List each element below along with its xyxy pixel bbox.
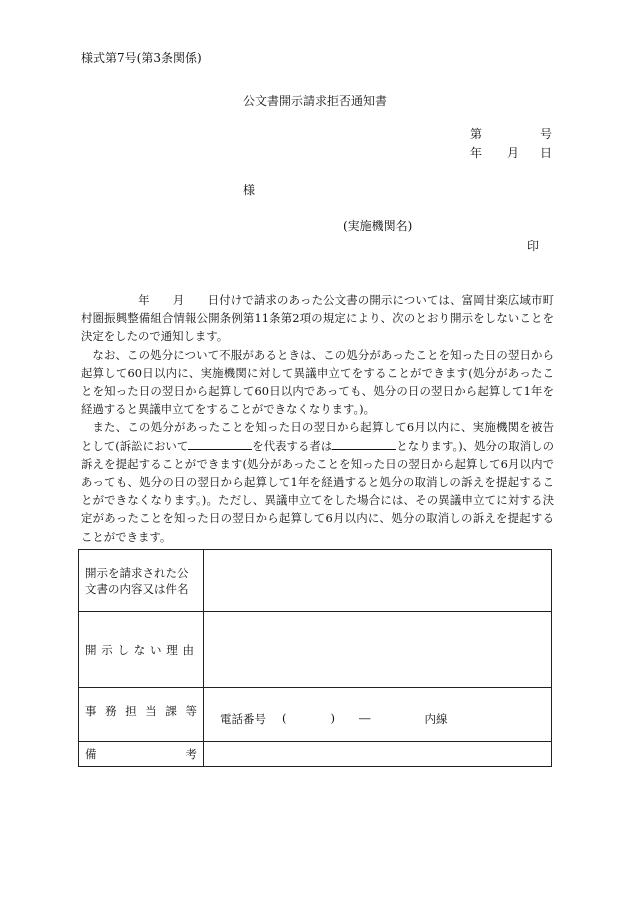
remarks-label	[79, 742, 204, 767]
notice-body	[81, 291, 554, 546]
phone-dash: ―	[359, 710, 371, 725]
label-char: 示	[101, 642, 113, 657]
paragraph-decision	[81, 291, 554, 346]
label-char: 開	[85, 642, 97, 657]
label-char: 務	[105, 703, 117, 718]
representative-name-blank	[332, 438, 396, 450]
label-char: 当	[145, 703, 157, 718]
paragraph-lawsuit	[81, 418, 554, 545]
number-prefix: 第	[470, 127, 483, 141]
refusal-reason-label	[79, 612, 204, 688]
form-number: 様式第7号(第3条関係)	[81, 51, 202, 65]
label-char: 備	[85, 747, 97, 761]
phone-label: 電話番号	[220, 711, 266, 726]
request-content-value	[204, 550, 552, 612]
document-title: 公文書開示請求拒否通知書	[242, 94, 387, 108]
paragraph-objection: なお、この処分について不服があるときは、この処分があったことを知った日の翌日から起算して60日以内に、実施機関に対して異議申立てをすることができます(処分があったことを知った日の翌日から起算して60日以内であっても、処分の日の翌日から起算して1年を経過すると異議申立てをすることができなくなります。)。	[81, 347, 554, 417]
extension-label: 内線	[424, 711, 448, 726]
label-char: 等	[185, 703, 197, 718]
table-row	[79, 742, 552, 767]
para3-text-b: を代表する者は	[252, 438, 333, 453]
para3-text-c: となります。)、処分の取消しの訴えを提起することができます(処分があったことを知った日の翌日から起算して6月以内であっても、処分の日の翌日から起算して1年を経過すると処分の取消しの訴えを提起することができなくなります。)。ただし、異議申立てをした場合には、その異議申立てに対する決定があったことを知った日の翌日から起算して6月以内に、処分の取消しの訴えを提起することができます。	[81, 438, 554, 544]
year-label: 年	[470, 146, 483, 160]
representative-blank	[188, 438, 252, 450]
remarks-value	[204, 742, 552, 767]
table-row	[79, 612, 552, 688]
phone-paren-close: )	[330, 710, 335, 725]
request-content-label	[79, 550, 204, 612]
label-char: 課	[165, 703, 177, 718]
label-char: 担	[125, 703, 137, 718]
label-char: 考	[185, 747, 197, 761]
details-table	[78, 549, 552, 767]
table-row	[79, 550, 552, 612]
para3-text-a: また、この処分があったことを知った日の翌日から起算して6月以内に、実施機関を被告として(訴訟において	[81, 420, 554, 453]
label-char: 理	[166, 642, 178, 657]
contact-section-label	[79, 688, 204, 742]
addressee-suffix: 様	[243, 183, 256, 197]
label-line: 文書の内容又は件名	[85, 581, 189, 596]
seal-mark: 印	[527, 239, 540, 253]
phone-paren-open: (	[282, 710, 287, 725]
label-line: 開示を請求された公	[85, 565, 189, 580]
issuer-org-name: (実施機関名)	[343, 219, 413, 233]
para1-text: 日付けで請求のあった公文書の開示については、富岡甘楽広域市町村圏振興整備組合情報公開条例第11条第2項の規定により、次のとおり開示をしないことを決定をしたので通知します。	[81, 293, 554, 344]
label-char: な	[133, 642, 146, 657]
para1-month: 月	[172, 293, 185, 307]
para1-year: 年	[138, 293, 150, 307]
label-char: し	[117, 642, 129, 657]
refusal-reason-value	[204, 612, 552, 688]
contact-section-value	[204, 688, 552, 742]
day-label: 日	[540, 146, 553, 160]
label-char: い	[150, 642, 162, 657]
number-suffix: 号	[540, 127, 553, 141]
label-char: 事	[85, 703, 97, 718]
label-char: 由	[182, 642, 194, 657]
month-label: 月	[507, 146, 520, 160]
table-row	[79, 688, 552, 742]
